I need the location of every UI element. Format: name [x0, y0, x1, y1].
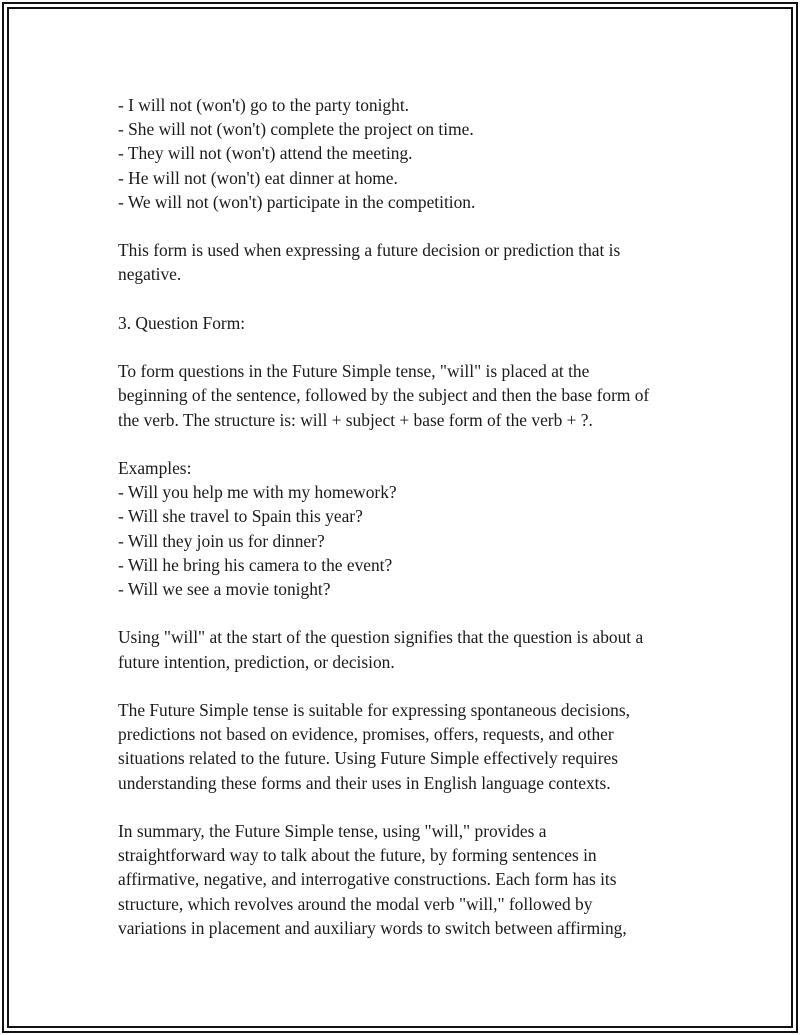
- negative-example: - He will not (won't) eat dinner at home.: [118, 167, 398, 188]
- paragraph-line: The Future Simple tense is suitable for expressing spontaneous decisions,: [118, 699, 630, 720]
- paragraph-line: variations in placement and auxiliary words to switch between affirming,: [118, 917, 627, 938]
- paragraph-line: Using "will" at the start of the question signifies that the question is about a: [118, 627, 644, 648]
- question-intro-paragraph: [118, 359, 718, 432]
- question-note-paragraph: [118, 625, 718, 673]
- negative-example: - They will not (won't) attend the meeting.: [118, 143, 413, 164]
- paragraph-line: predictions not based on evidence, promises, offers, requests, and other: [118, 724, 614, 745]
- paragraph-line: beginning of the sentence, followed by the subject and then the base form of: [118, 385, 650, 406]
- question-example: - Will he bring his camera to the event?: [118, 554, 393, 575]
- paragraph-line: affirmative, negative, and interrogative constructions. Each form has its: [118, 869, 617, 890]
- paragraph-line: future intention, prediction, or decision.: [118, 651, 395, 672]
- negative-example: - She will not (won't) complete the project on time.: [118, 119, 474, 140]
- paragraph-line: To form questions in the Future Simple tense, "will" is placed at the: [118, 361, 590, 382]
- document-body: [118, 93, 718, 940]
- question-example: - Will they join us for dinner?: [118, 530, 325, 551]
- question-examples-list: [118, 480, 718, 601]
- question-example: - Will you help me with my homework?: [118, 482, 397, 503]
- summary-paragraph: [118, 819, 718, 940]
- paragraph-line: In summary, the Future Simple tense, using "will," provides a: [118, 820, 547, 841]
- negative-note-paragraph: [118, 238, 718, 286]
- negative-examples-list: [118, 93, 718, 214]
- negative-example: - We will not (won't) participate in the competition.: [118, 191, 476, 212]
- paragraph-line: This form is used when expressing a future decision or prediction that is: [118, 240, 621, 261]
- paragraph-line: understanding these forms and their uses in English language contexts.: [118, 772, 611, 793]
- question-example: - Will she travel to Spain this year?: [118, 506, 363, 527]
- paragraph-line: structure, which revolves around the modal verb "will," followed by: [118, 893, 593, 914]
- paragraph-line: straightforward way to talk about the future, by forming sentences in: [118, 845, 597, 866]
- uses-paragraph: [118, 698, 718, 795]
- paragraph-line: situations related to the future. Using Future Simple effectively requires: [118, 748, 619, 769]
- question-example: - Will we see a movie tonight?: [118, 579, 331, 599]
- paragraph-line: negative.: [118, 264, 182, 285]
- section-heading: 3. Question Form:: [118, 312, 246, 333]
- negative-example: - I will not (won't) go to the party tonight.: [118, 95, 410, 115]
- paragraph-line: the verb. The structure is: will + subject + base form of the verb + ?.: [118, 409, 593, 430]
- examples-label: Examples:: [118, 457, 192, 478]
